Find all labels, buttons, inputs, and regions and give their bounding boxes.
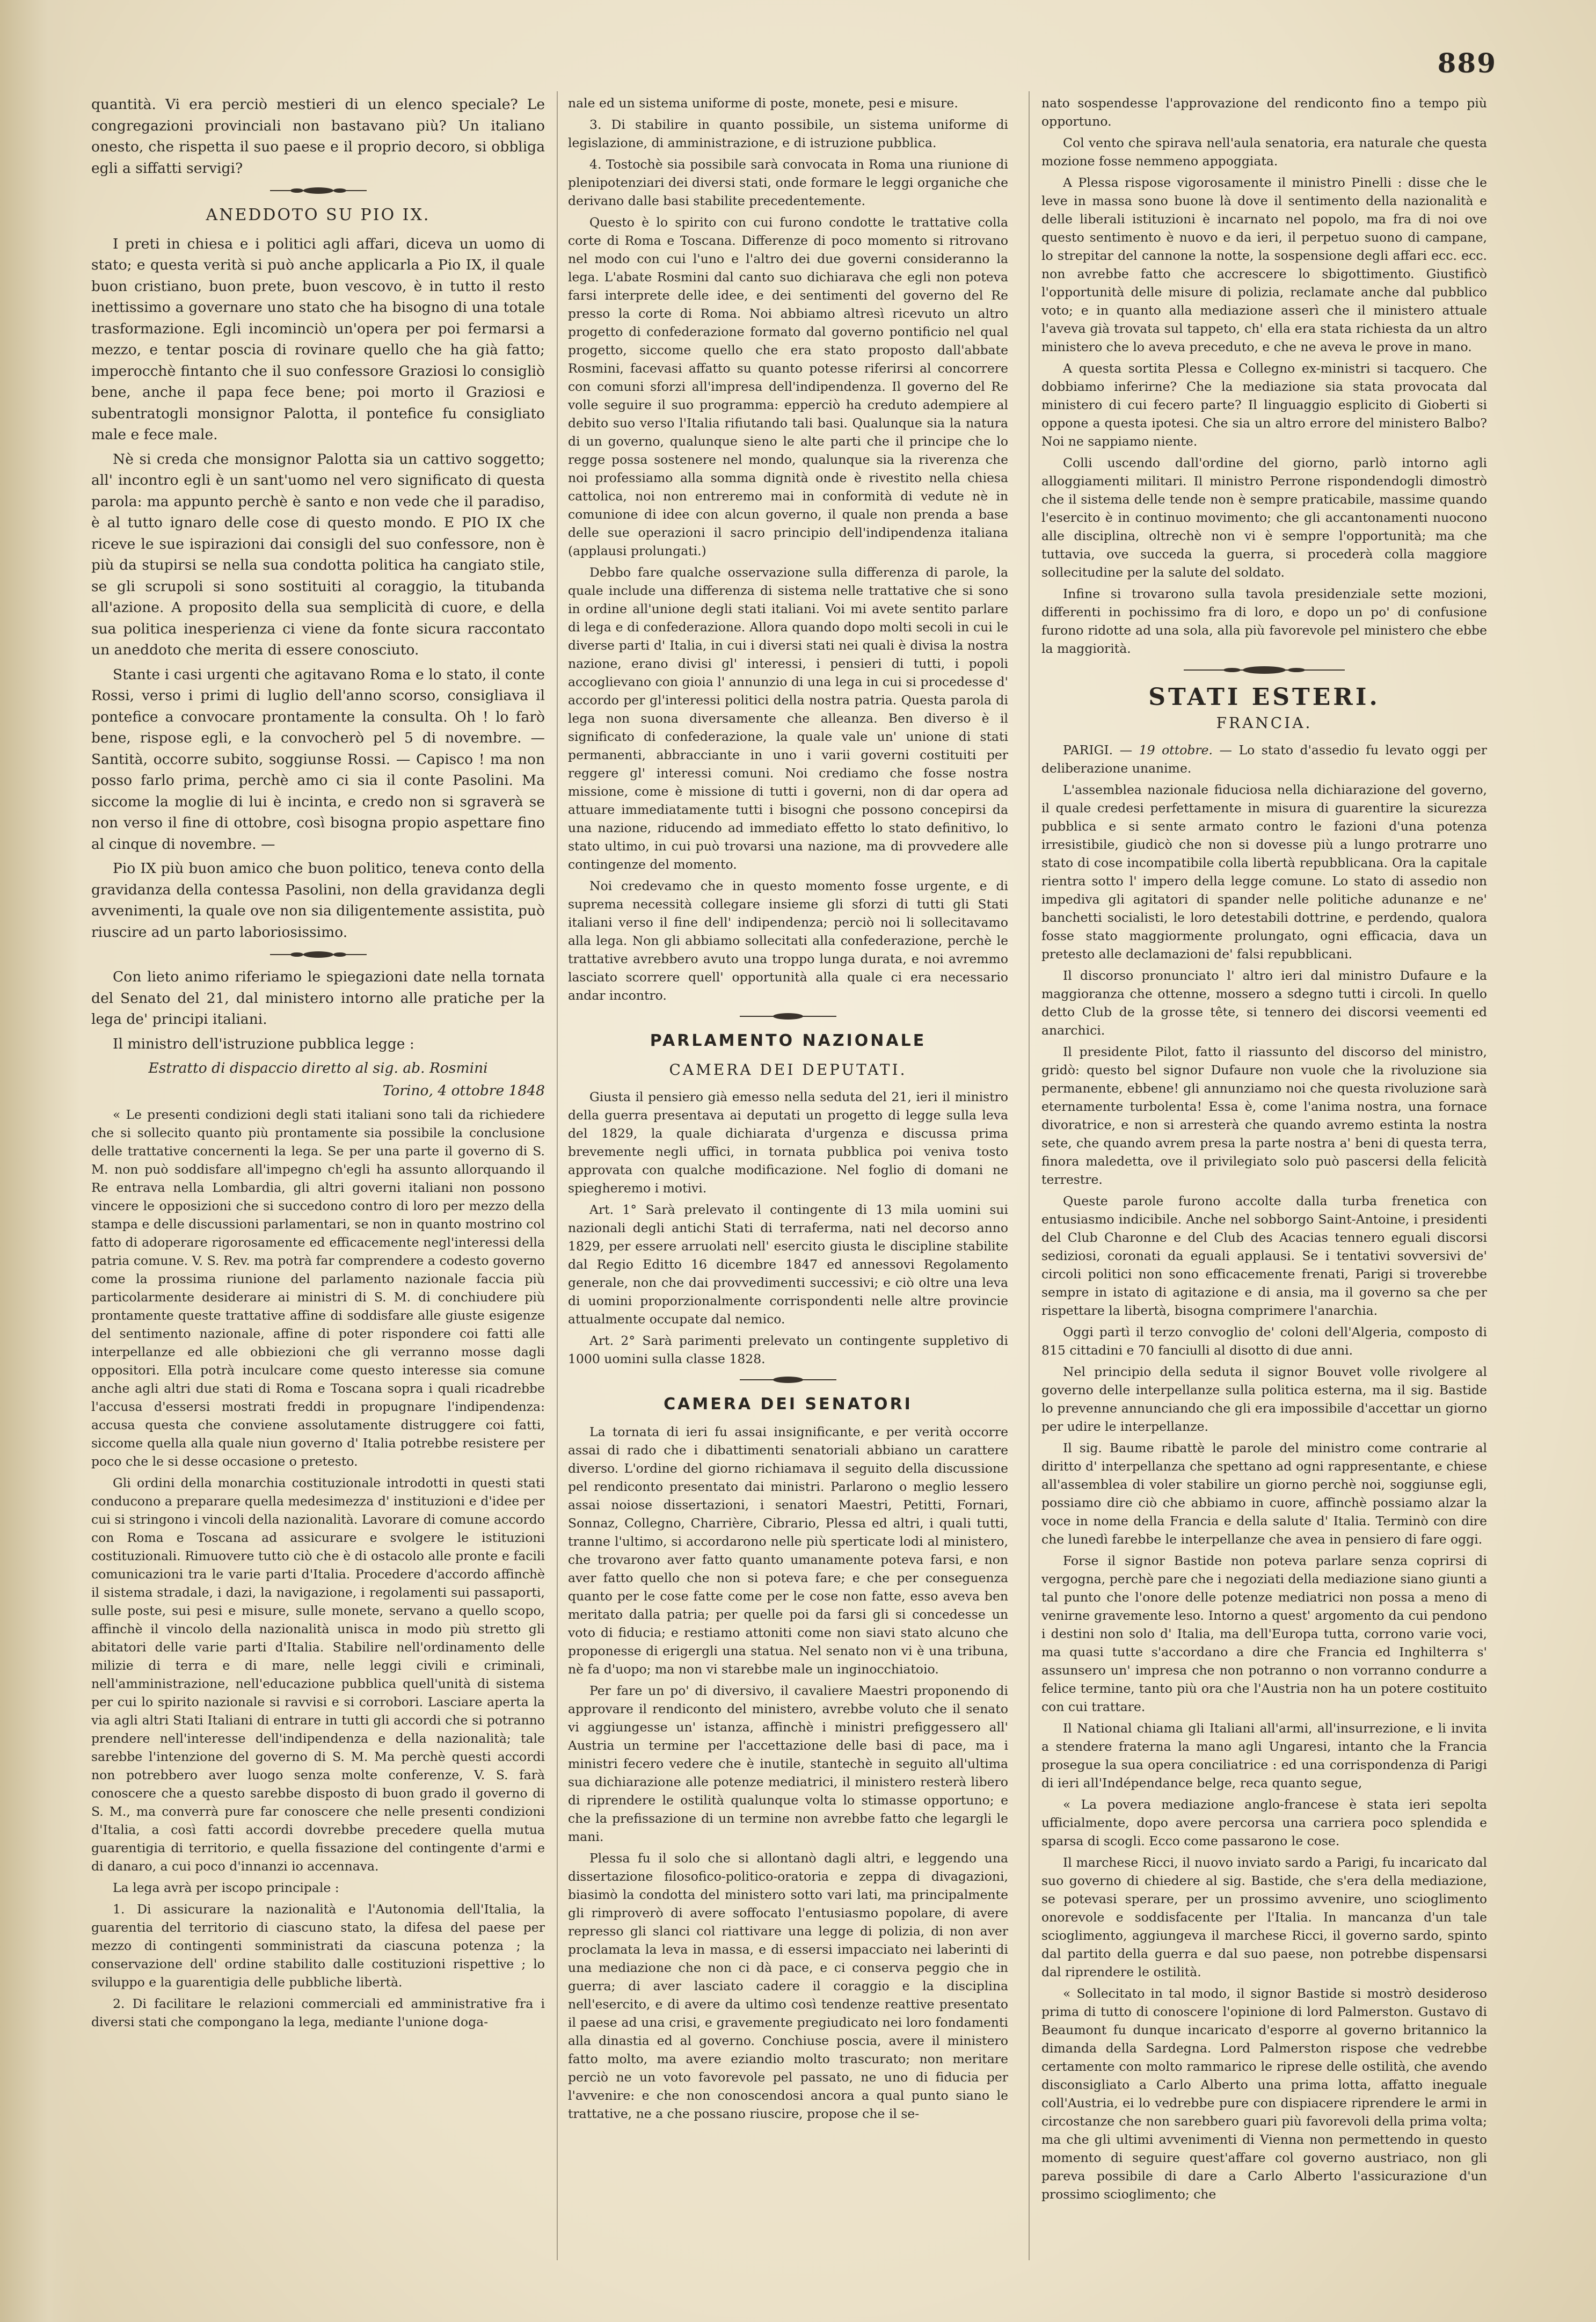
france-paragraph: Il discorso pronunciato l' altro ieri dal ministro Dufaure e la maggioranza che ottenne, mossero a sdegno tutti i circoli. In quello detto Club de la grosse tête, si tennero dei discorsi veementi ed anarchici.: [1041, 968, 1487, 1038]
column-2: [568, 94, 1008, 2263]
france-paragraph: Oggi partì il terzo convoglio de' coloni dell'Algeria, composto di 815 cittadini e 70 fanciulli al disotto di due anni.: [1041, 1324, 1487, 1358]
france-paragraph: Il National chiama gli Italiani all'armi, all'insurrezione, e li invita a stendere fraterna la mano agli Ungaresi, intanto che la Francia prosegue la sua opera conciliatrice : ed una corrispondenza di Parigi di ieri all'Indépendance belge, reca quanto segue,: [1041, 1721, 1487, 1790]
ornament-divider: [270, 186, 367, 195]
france-paragraph: Forse il signor Bastide non poteva parlare senza coprirsi di vergogna, perchè pare che i negoziati della mediazione siano giunti a tal punto che l'onore delle potenze mediatrici non possa a meno di venirne gravemente leso. Intorno a quest' argomento da cui pendono i destini non solo d' Italia, ma dell'Europa tutta, corrono varie voci, ma quasi tutte s'accordano a dire che Francia ed Inghilterra s' assunsero un' impresa che non potranno o non vorranno condurre a felice termine, tanto più ora che l'Austria non ha un potere costituito con cui trattare.: [1041, 1553, 1487, 1714]
dispatch-continued-paragraph: Noi credevamo che in questo momento fosse urgente, e di suprema necessità collegare insieme gli sforzi di tutti gli Stati italiani verso il fine dell' indipendenza; perciò noi li sollecitavamo alla lega. Non gli abbiamo sollecitati alla confederazione, perchè le trattative avrebbero avuto una troppo lunga durata, e noi avremmo lasciato scorrere quell' opportunità alla quale ci era necessario andar incontro.: [568, 878, 1008, 1003]
foreign-states-title: STATI ESTERI.: [1148, 683, 1380, 711]
senators-continued-paragraph: Infine si trovarono sulla tavola presidenziale sette mozioni, differenti in pochissimo fra di loro, e dopo un po' di confusione furono ridotte ad una sola, alla più favorevole pel ministero che ebbe la maggiorità.: [1041, 586, 1487, 656]
anecdote-paragraph: I preti in chiesa e i politici agli affari, diceva un uomo di stato; e questa verità si può anche applicarla a Pio IX, il quale buon cristiano, buon prete, buon vescovo, è in tutto il resto inettissimo a governare uno stato che ha bisogno di una totale trasformazione. Egli incominciò un'opera per poi fermarsi a mezzo, e tentar poscia di rovinare quello che ha già fatto; imperocchè fintanto che il suo confessore Graziosi lo consigliò bene, anche il papa fece bene; poi morto il Graziosi e subentratogli monsignor Palotta, il pontefice fu consigliato male e fece male.: [91, 235, 545, 443]
senate-intro-paragraph: Il ministro dell'istruzione pubblica legge :: [113, 1035, 414, 1052]
deputies-paragraph: Giusta il pensiero già emesso nella seduta del 21, ieri il ministro della guerra presentava ai deputati un progetto di legge sulla leva del 1829, la quale dichiarata d'urgenza e discussa prima brevemente negli uffici, in tornata pubblica poi veniva tosto approvata con qualche modificazione. Nel foglio di domani ne spiegheremo i motivi.: [568, 1089, 1008, 1196]
dispatch-continued-paragraph: Questo è lo spirito con cui furono condotte le trattative colla corte di Roma e Toscana. Differenze di poco momento si ritrovano nel modo con cui l'uno e l'altro dei due governi consideranno la lega. L'abate Rosmini dal canto suo dichiarava che egli non poteva farsi interprete delle idee, e dei sentimenti del governo del Re presso la corte di Roma. Noi abbiamo altresì ricevuto un altro progetto di confederazione formato dal governo pontificio nel qual progetto, siccome quello che era stato proposto dall'abbate Rosmini, facevasi affatto su quanto potesse riferirsi al concorrere con comuni sforzi all'impresa dell'indipendenza. Il governo del Re volle seguire il suo programma: epperciò ha creduto adempiere al debito suo verso l'Italia rifiutando tali basi. Qualunque sia la natura di un governo, qualunque sieno le alte parti che il principe che lo regge possa sostenere nel mondo, qualunque sia la riverenza che noi professiamo alla somma dignità onde è rivestito nella chiesa cattolica, noi non entreremo mai in conformità di vedute nè in comunione di idee con alcun governo, il quale non prenda a base delle sue operazioni il sacro principio dell'indipendenza italiana (applausi prolungati.): [568, 215, 1008, 558]
column-1: [91, 94, 545, 2263]
anecdote-paragraph: Pio IX più buon amico che buon politico, teneva conto della gravidanza della contessa Pasolini, non della gravidanza degli avvenimenti, la quale ove non sia diligentemente assistita, può riuscire ad un parto laboriosissimo.: [91, 860, 545, 941]
france-paragraph: Queste parole furono accolte dalla turba frenetica con entusiasmo indicibile. Anche nel sobborgo Saint-Antoine, i presidenti del Club Charonne e del Club des Acacias tennero eguali discorsi sediziosi, coronati da eguali applausi. Se i tentativi sovversivi de' circoli politici non sono efficacemente frenati, Parigi si troverebbe sempre in istato di agitazione e di ansia, ma il governo sa che per rispettare la libertà, bisogna comprimere l'anarchia.: [1041, 1193, 1487, 1318]
dispatch-paragraph: 2. Di facilitare le relazioni commerciali ed amministrative fra i diversi stati che compongano la lega, mediante l'unione doga-: [91, 1996, 545, 2029]
dispatch-continued-paragraph: 4. Tostochè sia possibile sarà convocata in Roma una riunione di plenipotenziari dei diversi stati, onde formare le leggi organiche che derivano dalle basi stabilite precedentemente.: [568, 157, 1008, 208]
ornament-divider: [270, 950, 367, 959]
senators-continued-paragraph: Colli uscendo dall'ordine del giorno, parlò intorno agli alloggiamenti militari. Il ministro Perrone rispondendogli dimostrò che il sistema delle tende non è sempre praticabile, massime quando l'esercito è in continuo movimento; che gli accantonamenti nuocono alle disciplina, oltrechè non vi è sempre l'opportunità; ma che tuttavia, ove succeda la guerra, si procederà colla maggiore sollecitudine per la salute del soldato.: [1041, 455, 1487, 580]
france-paragraph: Il presidente Pilot, fatto il riassunto del discorso del ministro, gridò: questo bel signor Dufaure non vuole che la rivoluzione sia permanente, ebbene! gli annunziamo noi che questa rivoluzione sarà eternamente turbolenta! Essa è, come l'anima nostra, una fornace divoratrice, e non si arresterà che quando avremo estinta la nostra sete, che quando avrem presa la parte nostra a' beni di questa terra, finora maledetta, ove il privilegiato solo può pascersi della felicità terrestre.: [1041, 1044, 1487, 1187]
france-paragraph: Nel principio della seduta il signor Bouvet volle rivolgere al governo delle interpellanze sulla politica esterna, ma il sig. Bastide lo prevenne annunciando che gli era impossibile d'accettar un giorno per udire le interpellanze.: [1041, 1364, 1487, 1434]
dispatch-title: Estratto di dispaccio diretto al sig. ab. Rosmini: [148, 1060, 488, 1076]
france-title: FRANCIA.: [1216, 714, 1313, 732]
paris-place: PARIGI.: [1063, 743, 1113, 758]
senators-continued-paragraph: A questa sortita Plessa e Collegno ex-ministri si tacquero. Che dobbiamo inferirne? Che la mediazione sia stata provocata dal ministero di cui fecero parte? Il linguaggio esplicito di Gioberti si oppone a questa ipotesi. Che sia un altro errore del ministero Balbo? Noi ne sappiamo niente.: [1041, 361, 1487, 449]
dispatch-dateline: Torino, 4 ottobre 1848: [382, 1082, 545, 1099]
ornament-divider: [740, 1012, 836, 1021]
dispatch-paragraph: 1. Di assicurare la nazionalità e l'Autonomia dell'Italia, la guarentia del territorio di ciascuno stato, la difesa del paese per mezzo di contingenti somministrati da ciascuna potenza ; la conservazione dell' ordine stabilito dalle costituzioni rispettive ; lo sviluppo e la guarentigia delle pubbliche libertà.: [91, 1902, 545, 1990]
intro-paragraph: quantità. Vi era perciò mestieri di un elenco speciale? Le congregazioni provinciali non bastavano più? Un italiano onesto, che rispetta il suo paese e il proprio decoro, si obbliga egli a siffatti servigi?: [91, 96, 545, 177]
senators-continued-paragraph: nato sospendesse l'approvazione del rendiconto fino a tempo più opportuno.: [1041, 96, 1487, 129]
chamber-of-senators-title: CAMERA DEI SENATORI: [664, 1395, 913, 1414]
paris-text: Lo stato d'assedio fu levato oggi per deliberazione unanime.: [1041, 743, 1487, 776]
france-paragraph: « La povera mediazione anglo-francese è stata ieri sepolta ufficialmente, dopo avere percorsa una carriera poco splendida e sparsa di scogli. Ecco come passarono le cose.: [1041, 1797, 1487, 1848]
france-paragraph: Il marchese Ricci, il nuovo inviato sardo a Parigi, fu incaricato dal suo governo di chiedere al sig. Bastide, che s'era della mediazione, se potevasi sperare, per un prossimo avvenire, uno scioglimento onorevole e soddisfacente per l'Italia. In mancanza d'un tale scioglimento, aggiungeva il marchese Ricci, il governo sardo, spinto dal partito della guerra e dal suo paese, non potrebbe dispensarsi dal riprendere le ostilità.: [1041, 1855, 1487, 1979]
scan-edge: [0, 0, 81, 2322]
paris-date: 19 ottobre.: [1139, 743, 1213, 758]
dispatch-paragraph: La lega avrà per iscopo principale :: [113, 1880, 339, 1895]
france-paragraph: Il sig. Baume ribattè le parole del ministro come contrarie al diritto d' interpellanza che spettano ad ogni rappresentante, e chiese all'assemblea di voler stabilire un giorno perchè noi, soggiunse egli, possiamo dire ciò che abbiamo in cuore, affinchè possiamo alzar la voce in nome della Francia e della salute d' Italia. Terminò con dire che lunedì farebbe le interpellanze che avea in pensiero di fare oggi.: [1041, 1440, 1487, 1547]
page-number: 889: [1437, 47, 1497, 79]
chamber-of-deputies-title: CAMERA DEI DEPUTATI.: [669, 1060, 907, 1079]
deputies-paragraph: Art. 2° Sarà parimenti prelevato un contingente suppletivo di 1000 uomini sulla classe 1828.: [568, 1333, 1008, 1366]
ornament-divider: [740, 1375, 836, 1384]
dispatch-paragraph: Gli ordini della monarchia costituzionale introdotti in questi stati conducono a preparare quella medesimezza d' instituzioni e d'idee per cui si stringono i vincoli della nazionalità. Lavorare di comune accordo con Roma e Toscana ad assicurare e svolgere le istituzioni costituzionali. Rimuovere tutto ciò che è di ostacolo alle pronte e facili comunicazioni tra le varie parti d'Italia. Procedere d'accordo affinchè il sistema stradale, i dazi, la navigazione, i regolamenti sui passaporti, sulle poste, sui pesi e misure, sulle monete, servano a quello scopo, affinchè il vincolo della nazionalità unisca in modo più stretto gli abitatori delle varie parti d'Italia. Stabilire nell'ordinamento delle milizie di terra e di mare, nelle leggi civili e criminali, nell'amministrazione, nell'educazione pubblica quell'unità di sistema per cui lo spirito nazionale si ravvisi e si corrobori. Lasciare aperta la via agli altri Stati Italiani di entrare in tutti gli accordi che si potranno prendere nell'interesse dell'indipendenza e della nazionalità; tale sarebbe l'intenzione del governo di S. M. Ma perchè questi accordi non potrebbero aver luogo senza molte conferenze, V. S. farà conoscere che a questo sarebbe disposto di buon grado il governo di S. M., ma converrà pure far conoscere che nelle presenti condizioni d'Italia, a così fatti accordi dovrebbe precedere quella mutua guarentigia di territorio, e quella fissazione del contingente d'armi e di danaro, a cui poco d'innanzi io accennava.: [91, 1475, 545, 1874]
ornament-divider: [1184, 665, 1345, 675]
senators-paragraph: Plessa fu il solo che si allontanò dagli altri, e leggendo una dissertazione filosofico-politico-oratoria e zeppa di divagazioni, biasimò la condotta del ministero sotto vari lati, ma principalmente gli rimproverò di avere soffocato l'entusiasmo popolare, di avere represso gli slanci col riattivare una legge di polizia, di non aver proclamata la leva in massa, e di essersi impacciato nei laberinti di una mediazione che non ci dà pace, e ci conserva peggio che in guerra; di aver lasciato cadere il coraggio e la disciplina nell'esercito, e di avere da ultimo così tendenze reattive presentato il paese ad una crisi, e gravemente pregiudicato nei loro fondamenti alla dinastia ed al governo. Conchiuse poscia, avere il ministero fatto molto, ma avere eziandio molto trascurato; non meritare perciò ne un voto favorevole pel passato, ne uno di fiducia per l'avvenire: e che non conoscendosi ancora a qual punto siano le trattative, ne a che possano riuscire, propose che il se-: [568, 1850, 1008, 2121]
column-rule-left: [557, 91, 558, 2260]
senators-paragraph: La tornata di ieri fu assai insignificante, e per verità occorre assai di rado che i dibattimenti senatoriali abbiano un carattere diverso. L'ordine del giorno richiamava il seguito della discussione pel rendiconto presentato dai ministri. Parlarono o meglio lessero assai noiose dissertazioni, i senatori Maestri, Petitti, Fornari, Sonnaz, Collegno, Charrière, Cibrario, Plessa ed altri, i quali tutti, tranne l'ultimo, si accordarono nelle più sperticate lodi al ministero, che trovarono aver fatto quanto umanamente poteva farsi, e non aver fatto quello che non si poteva fare; e che per conseguenza quanto per le cose fatte come per le cose non fatte, esso aveva ben meritato dalla patria; per quelle poi da farsi gli si concedesse un voto di fiducia; e restiamo attoniti come non siavi stato alcuno che proponesse di erigergli una statua. Nel senato non vi è una tribuna, nè fa d'uopo; ma non vi starebbe male un inginocchiatoio.: [568, 1424, 1008, 1677]
anecdote-paragraph: Nè si creda che monsignor Palotta sia un cattivo soggetto; all' incontro egli è un sant'uomo nel vero significato di questa parola: ma appunto perchè è santo e non vede che il paradiso, è al tutto ignaro delle cose di questo mondo. E PIO IX che riceve le sue ispirazioni dai consigli del suo confessore, non è più da stupirsi se nella sua condotta politica ha cangiato stile, se gli scrupoli si sono sostituiti al coraggio, la titubanda all'azione. A proposito della sua semplicità di cuore, e della sua politica inesperienza ci viene da fonte sicura raccontato un aneddoto che merita di essere conosciuto.: [91, 450, 545, 658]
dispatch-continued-paragraph: nale ed un sistema uniforme di poste, monete, pesi e misure.: [568, 96, 958, 111]
deputies-paragraph: Art. 1° Sarà prelevato il contingente di 13 mila uomini sui nazionali degli antichi Stati di terraferma, nati nel decorso anno 1829, per essere arruolati nell' esercito giusta le discipline stabilite dal Regio Editto 16 dicembre 1847 ed annessovi Regolamento generale, non che dai provvedimenti successivi; e ciò oltre una leva di uomini proporzionalmente corrispondenti nelle altre provincie attualmente occupate dal nemico.: [568, 1202, 1008, 1327]
dispatch-continued-paragraph: 3. Di stabilire in quanto possibile, un sistema uniforme di legislazione, di amministrazione, e di istruzione pubblica.: [568, 117, 1008, 150]
france-paragraph: L'assemblea nazionale fiduciosa nella dichiarazione del governo, il quale credesi perfettamente in misura di guarentire la sicurezza pubblica e si sente armato contro le fazioni d'una potenza irresistibile, giudicò che non si dovesse più a lungo protrarre uno stato di cose incompatibile colla libertà repubblicana. Ora la capitale rientra sotto l' impero della legge comune. Lo stato di assedio non impediva gli agitatori di spander nelle politiche adunanze e ne' banchetti socialisti, le loro detestabili dottrine, e perdendo, qualora fosse stato maggiormente prolungato, ogni efficacia, dava un pretesto alle declamazioni de' falsi repubblicani.: [1041, 782, 1487, 962]
anecdote-title: ANEDDOTO SU PIO IX.: [206, 206, 431, 224]
parliament-title: PARLAMENTO NAZIONALE: [650, 1031, 927, 1050]
senators-continued-paragraph: A Plessa rispose vigorosamente il ministro Pinelli : disse che le leve in massa sono buone là dove il sentimento della nazionalità e delle liberali istituzioni è incarnato nel popolo, ma fra di noi ove questo sentimento è nuovo e da ieri, il perpetuo suono di campane, lo strepitar del cannone la notte, la sospensione degli affari ecc. ecc. non avrebbe fatto che accrescere lo sbigottimento. Giustificò l'opportunità delle misure di polizia, reclamate anche dal pubblico voto; e in quanto alla mediazione asserì che il ministero attuale l'aveva già trovata sul tappeto, ch' ella era stata richiesta da un altro ministero che lo aveva preceduto, e che ne aveva le prove in mano.: [1041, 175, 1487, 354]
senators-continued-paragraph: Col vento che spirava nell'aula senatoria, era naturale che questa mozione fosse nemmeno appoggiata.: [1041, 135, 1487, 169]
dispatch-paragraph: « Le presenti condizioni degli stati italiani sono tali da richiedere che si sollecito quanto più prontamente sia possibile la conclusione delle trattative concernenti la lega. Se per una parte il governo di S. M. non può soddisfare all'impegno ch'egli ha assunto allorquando il Re entrava nella Lombardia, gli altri governi italiani non possono vincere le opposizioni che si succedono contro di loro per mezzo della stampa e delle discussioni parlamentari, se non in quanto mostrino col fatto di adoperare rigorosamente ed efficacemente negl'interessi della patria comune. V. S. Rev. ma potrà far comprendere a codesto governo come la prossima riunione del parlamento nazionale faccia più particolarmente desiderare ai ministri di S. M. di conchiudere più prontamente queste trattative affine di soddisfare alle giuste esigenze del sentimento nazionale, affine di poter rispondere coi fatti alle interpellanze ed alle obbiezioni che gli verranno mosse dagli oppositori. Ella potrà inculcare come questo interesse sia comune anche agli altri due stati di Roma e Toscana sopra i quali ricadrebbe l'accusa d'essersi mostrati freddi in propugnare l'indipendenza: accusa questa che conviene assolutamente distruggere coi fatti, siccome quella alla quale niun governo d' Italia potrebbe resistere per poco che le si desse occasione o pretesto.: [91, 1107, 545, 1469]
column-rule-right: [1029, 91, 1030, 2260]
france-paragraph: « Sollecitato in tal modo, il signor Bastide si mostrò desideroso prima di tutto di conoscere l'opinione di lord Palmerston. Gustavo di Beaumont fu dunque incaricato d'esporre al governo britannico la dimanda della Sardegna. Lord Palmerston rispose che vedrebbe certamente con molto rammarico le riprese delle ostilità, che avendo disconsigliato a Carlo Alberto una prima lotta, affatto ineguale coll'Austria, ei lo vedrebbe pure con dispiacere riprendere le armi in circostanze che non sarebbero guari più favorevoli della prima volta; ma che gli ultimi avvenimenti di Vienna non permettendo in questo momento di seguire quest'affare col governo austriaco, non gli pareva possibile di dare a Carlo Alberto l'assicurazione d'un prossimo scioglimento; che: [1041, 1986, 1487, 2202]
column-3: [1041, 94, 1487, 2263]
senate-intro-paragraph: Con lieto animo riferiamo le spiegazioni date nella tornata del Senato del 21, dal ministero intorno alle pratiche per la lega de' principi italiani.: [91, 969, 545, 1028]
anecdote-paragraph: Stante i casi urgenti che agitavano Roma e lo stato, il conte Rossi, verso i primi di luglio dell'anno scorso, consigliava il pontefice a convocare prontamente la consulta. Oh ! lo farò bene, rispose egli, e la convocherò pel 5 di novembre. — Santità, occorre subito, soggiunse Rossi. — Capisco ! ma non posso farlo prima, perchè amo ci sia il conte Pasolini. Ma siccome la moglie di lui è incinta, e credo non si sgraverà se non verso il fine di ottobre, così bisogna propio aspettare fino al cinque di novembre. —: [91, 666, 545, 853]
senators-paragraph: Per fare un po' di diversivo, il cavaliere Maestri proponendo di approvare il rendiconto del ministero, avrebbe voluto che il senato vi aggiungesse un' istanza, affinchè i ministri prefiggessero all' Austria un termine per l'accettazione delle basi di pace, ma i ministri fecero vedere che è inutile, stantechè in seguito all'ultima sua dichiarazione alle potenze mediatrici, il ministero resterà libero di riprendere le ostilità qualunque volta lo stimasse opportuno; e che la prefissazione di un termine non avrebbe fatto che legargli le mani.: [568, 1683, 1008, 1844]
dispatch-continued-paragraph: Debbo fare qualche osservazione sulla differenza di parole, la quale include una differenza di sistema nelle trattative che si sono in ordine all'unione degli stati italiani. Voi mi avete sentito parlare di lega e di confederazione. Allora quando dopo molti secoli in cui le diverse parti d' Italia, in cui i diversi stati nei quali è divisa la nostra nazione, erano divisi gl' interessi, i pensieri di tutti, i popoli accoglievano con gioia l' annunzio di una lega in cui si procedesse d' accordo per gl'interessi politici della nostra patria. Questa parola di lega non suona diversamente che alleanza. Ben diverso è il significato di confederazione, la quale vale un' unione di stati permanenti, abbracciante in uno i varii governi costituiti per reggere gl' interessi comuni. Noi crediamo che fosse nostra missione, come è missione di tutti i governi, non di dar opera ad attuare immediatamente tutti i bisogni che possono concepirsi da una nazione, riducendo ad immediato effetto lo stato definitivo, lo stato ultimo, in cui può trovarsi una nazione, ma di provvedere alle contingenze del momento.: [568, 565, 1008, 872]
paris-paragraph: PARIGI. — 19 ottobre. — Lo stato d'assedio fu levato oggi per deliberazione unanime.: [1041, 743, 1487, 776]
